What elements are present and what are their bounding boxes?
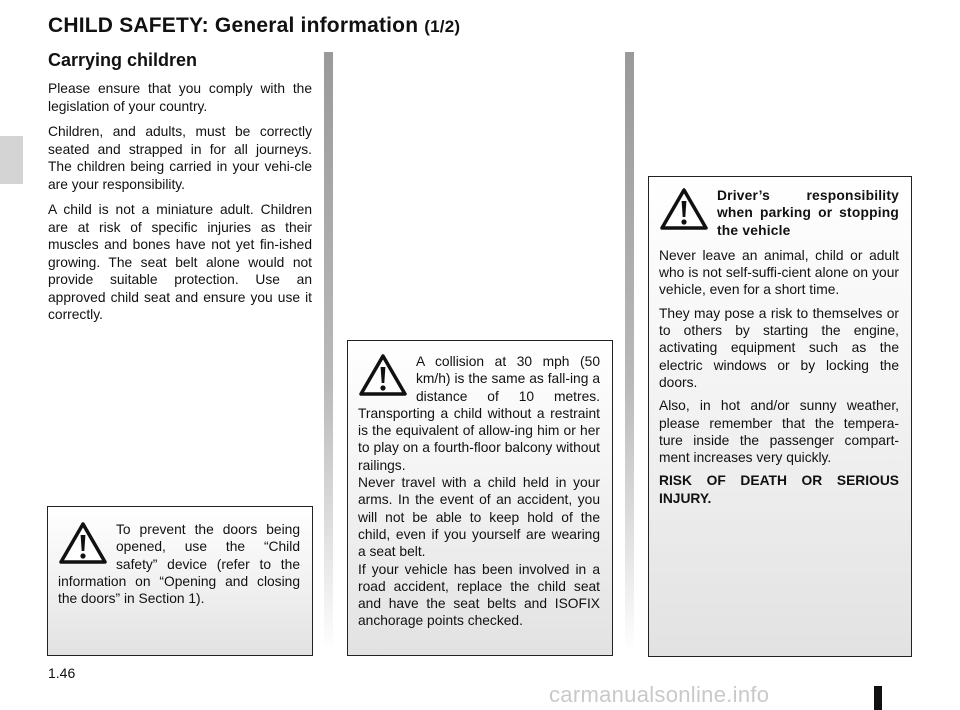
page-part: (1/2) <box>424 17 461 36</box>
page-number: 1.46 <box>48 665 76 681</box>
doors-warning-box <box>47 506 313 656</box>
driver-warning-footer: RISK OF DEATH OR SERIOUS INJURY. <box>659 473 899 506</box>
driver-warning-text: They may pose a risk to themselves or to others by starting the engine, activating equipment such as the electric windows or by locking the doors. <box>659 305 899 390</box>
warning-triangle-icon <box>358 353 408 397</box>
section-paragraph: A child is not a miniature adult. Children are at risk of specific injuries as their muscles and bones have not yet fin-ished growing. The seat belt alone would not provide suitable protection. Use an approved child seat and ensure you use it correctly. <box>48 202 312 322</box>
column-divider <box>324 52 333 652</box>
column-divider <box>625 52 634 652</box>
driver-warning-box <box>648 176 912 657</box>
collision-warning-text: A collision at 30 mph (50 km/h) is the same as fall-ing a distance of 10 metres. Transporting a child without a restraint is the equivalent of allow-ing him or her to play on a fourth-floor balcony without railings. <box>358 354 600 473</box>
section-paragraph: Please ensure that you comply with the legislation of your country. <box>48 81 312 114</box>
carrying-children-section <box>48 50 312 332</box>
driver-warning-heading: Driver’s responsibility when parking or stopping the vehicle <box>717 188 899 238</box>
warning-triangle-icon <box>58 521 108 565</box>
watermark-text: carmanualsonline.info <box>549 682 770 707</box>
doors-warning-text: To prevent the doors being opened, use the “Child safety” device (refer to the information on “Opening and closing the doors” in Section 1). <box>58 522 300 607</box>
section-heading: Carrying children <box>48 50 198 70</box>
driver-warning-text: Never leave an animal, child or adult who is not self-suffi-cient alone on your vehicle, even for a short time. <box>659 247 899 298</box>
page-marker <box>874 686 882 710</box>
driver-warning-text: Also, in hot and/or sunny weather, please remember that the tempera-ture inside the passenger compart-ment increases very quickly. <box>659 398 899 466</box>
section-paragraph: Children, and adults, must be correctly seated and strapped in for all journeys. The children being carried in your vehi-cle are your responsibility. <box>48 124 312 192</box>
chapter-tab <box>0 136 23 184</box>
collision-warning-box <box>347 340 613 656</box>
page-title: CHILD SAFETY: General information (1/2) <box>48 14 461 37</box>
warning-triangle-icon <box>659 187 709 231</box>
collision-warning-text: If your vehicle has been involved in a road accident, replace the child seat and have the seat belts and ISOFIX anchorage points checked. <box>358 561 600 629</box>
collision-warning-text: Never travel with a child held in your arms. In the event of an accident, you will not be able to keep hold of the child, even if you yourself are wearing a seat belt. <box>358 475 600 560</box>
